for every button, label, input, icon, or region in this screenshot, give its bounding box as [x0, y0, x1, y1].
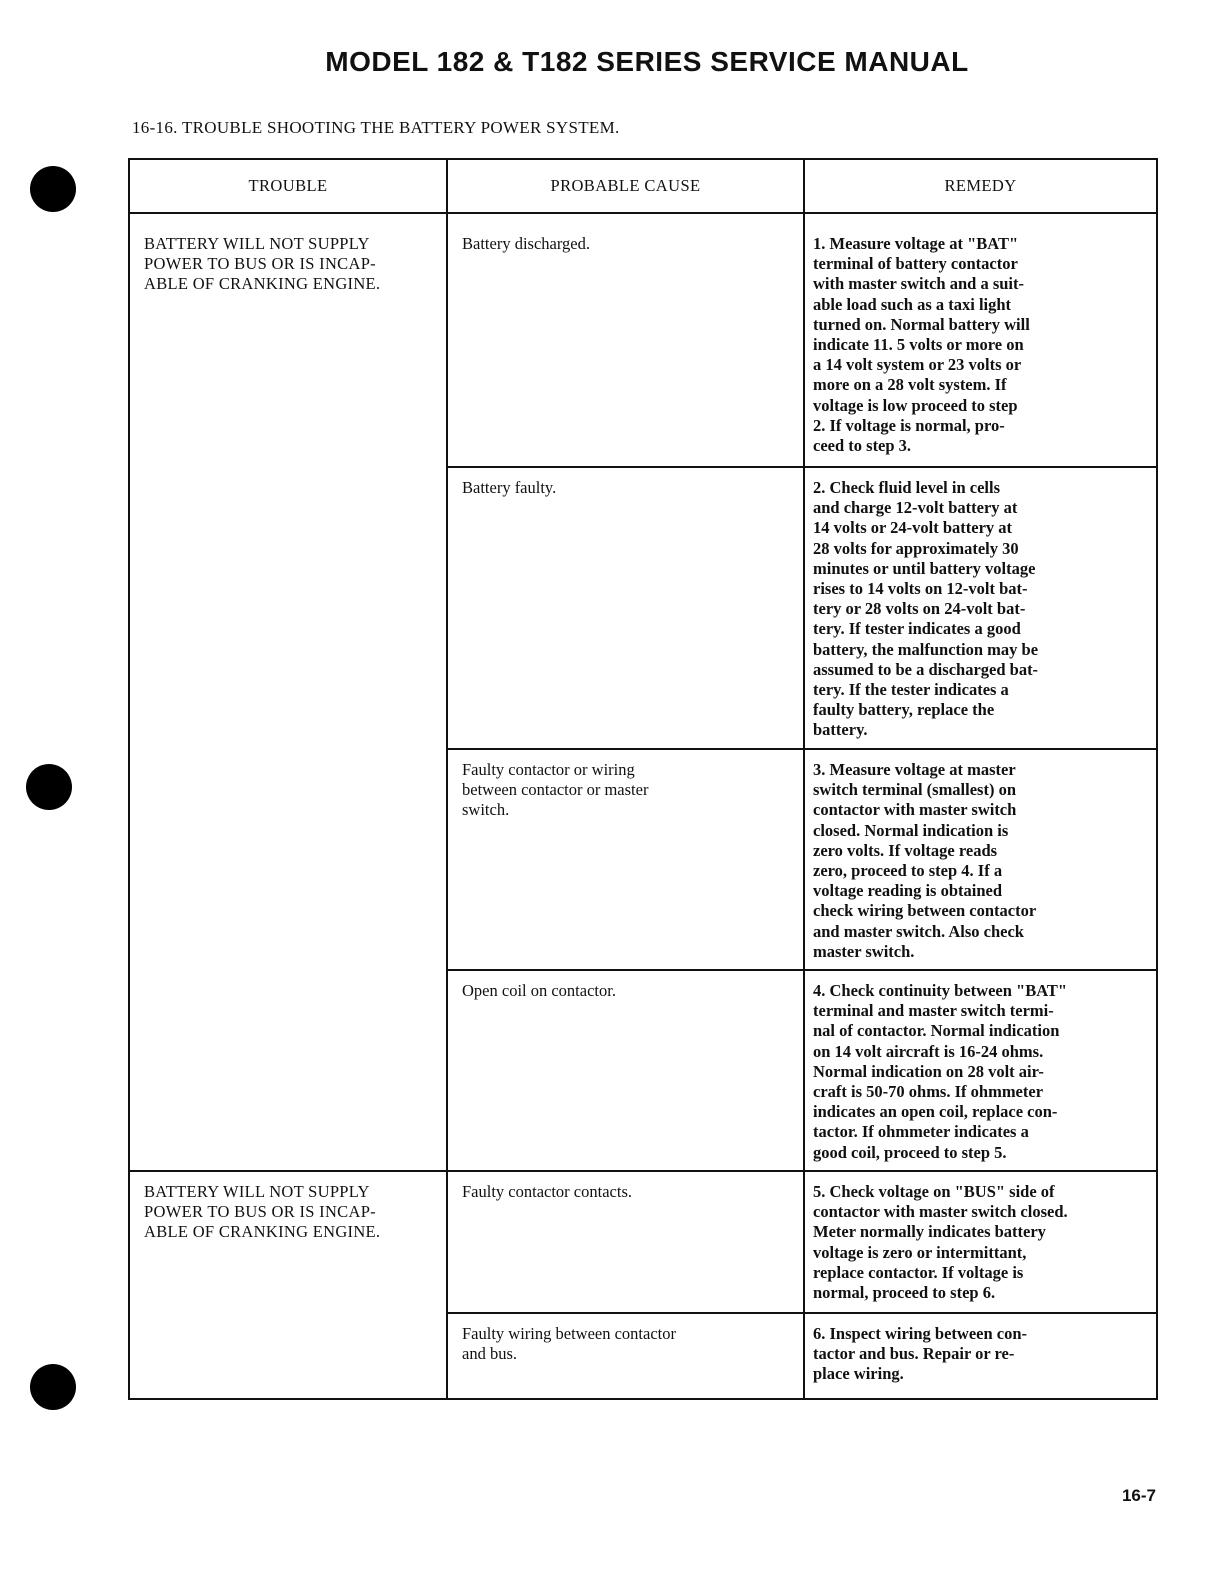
troubleshooting-table-container [128, 158, 1156, 1400]
cause-cell [447, 1313, 804, 1399]
remedy-cell [804, 1313, 1157, 1399]
binder-hole-bottom [30, 1364, 76, 1410]
cause-text: Faulty contactor contacts. [462, 1182, 632, 1201]
remedy-cell [804, 970, 1157, 1171]
table-header-row [129, 159, 1157, 213]
trouble-text: BATTERY WILL NOT SUPPLY POWER TO BUS OR IS INCAP- ABLE OF CRANKING ENGINE. [144, 1182, 381, 1242]
page-title: MODEL 182 & T182 SERIES SERVICE MANUAL [325, 46, 969, 77]
cause-text: Faulty contactor or wiring between contactor or master switch. [462, 760, 649, 820]
remedy-text: 5. Check voltage on "BUS" side of contactor with master switch closed. Meter normally indicates battery voltage is zero or intermittant, replace contactor. If voltage is normal, proceed to step 6. [813, 1182, 1068, 1303]
table-row [129, 213, 1157, 467]
table-row [129, 1171, 1157, 1313]
trouble-cell [129, 1171, 447, 1399]
cause-cell [447, 749, 804, 970]
remedy-text: 2. Check fluid level in cells and charge 12-volt battery at 14 volts or 24-volt battery at 28 volts for approximately 30 minutes or until battery voltage rises to 14 volts on 12-volt bat- tery or 28 volts on 24-volt bat- tery. If tester indicates a good battery, the malfunction may be assumed to be a discharged bat- tery. If the tester indicates a faulty battery, replace the battery. [813, 478, 1039, 740]
cause-cell [447, 970, 804, 1171]
cause-text: Open coil on contactor. [462, 981, 616, 1000]
remedy-cell [804, 213, 1157, 467]
troubleshooting-table [128, 158, 1158, 1400]
remedy-text: 6. Inspect wiring between con- tactor and bus. Repair or re- place wiring. [813, 1324, 1028, 1384]
column-header-trouble: TROUBLE [129, 159, 447, 213]
cause-text: Battery discharged. [462, 234, 590, 253]
remedy-text: 3. Measure voltage at master switch terminal (smallest) on contactor with master switch closed. Normal indication is zero volts. If voltage reads zero, proceed to step 4. If a voltage reading is obtained check wiring between contactor and master switch. Also check master switch. [813, 760, 1037, 961]
cause-text: Faulty wiring between contactor and bus. [462, 1324, 676, 1364]
binder-hole-top [30, 166, 76, 212]
trouble-cell [129, 213, 447, 1171]
cause-text: Battery faulty. [462, 478, 557, 497]
cause-cell [447, 213, 804, 467]
column-header-probable-cause: PROBABLE CAUSE [447, 159, 804, 213]
section-heading: 16-16. TROUBLE SHOOTING THE BATTERY POWER SYSTEM. [132, 118, 620, 137]
cause-cell [447, 467, 804, 749]
remedy-cell [804, 749, 1157, 970]
remedy-text: 4. Check continuity between "BAT" terminal and master switch termi- nal of contactor. Normal indication on 14 volt aircraft is 16-24 ohms. Normal indication on 28 volt air- craft is 50-70 ohms. If ohmmeter indicates an open coil, replace con- tactor. If ohmmeter indicates a good coil, proceed to step 5. [813, 981, 1068, 1162]
page-number: 16-7 [1121, 1486, 1156, 1505]
remedy-cell [804, 1171, 1157, 1313]
trouble-text: BATTERY WILL NOT SUPPLY POWER TO BUS OR IS INCAP- ABLE OF CRANKING ENGINE. [144, 234, 381, 294]
column-header-remedy: REMEDY [804, 159, 1157, 213]
remedy-cell [804, 467, 1157, 749]
binder-hole-middle [26, 764, 72, 810]
cause-cell [447, 1171, 804, 1313]
remedy-text: 1. Measure voltage at "BAT" terminal of battery contactor with master switch and a suit- able load such as a taxi light turned on. Normal battery will indicate 11. 5 volts or more on a 14 volt system or 23 volts or more on a 28 volt system. If voltage is low proceed to step 2. If voltage is normal, pro- ceed to step 3. [813, 234, 1030, 456]
